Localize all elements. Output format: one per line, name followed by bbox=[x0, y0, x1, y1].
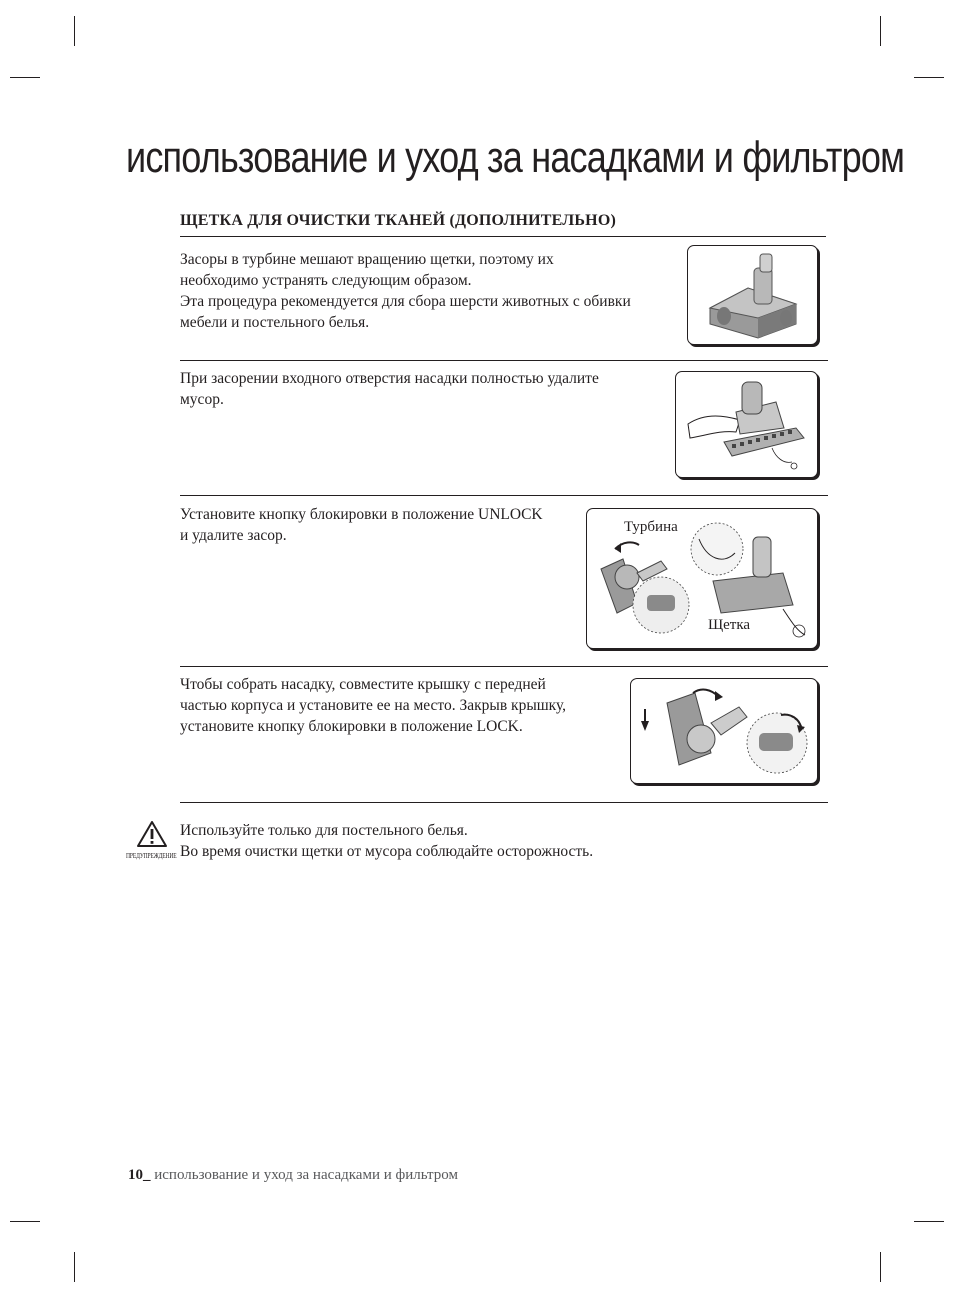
text-line: Используйте только для постельного белья. bbox=[180, 822, 468, 839]
step-3-text bbox=[180, 504, 543, 546]
text-line: частью корпуса и установите ее на место. Закрыв крышку, bbox=[180, 697, 567, 714]
inlet-cleaning-illustration bbox=[675, 371, 818, 478]
text-line: необходимо устранять следующим образом. bbox=[180, 272, 472, 289]
step-1-text bbox=[180, 249, 631, 333]
text-line: мебели и постельного белья. bbox=[180, 314, 370, 331]
crop-mark bbox=[74, 1252, 75, 1282]
page-number: 10_ bbox=[128, 1167, 151, 1183]
page-footer bbox=[128, 1165, 458, 1185]
warning-block bbox=[120, 820, 828, 866]
crop-mark bbox=[914, 77, 944, 78]
separator bbox=[180, 495, 828, 496]
unlock-illustration bbox=[586, 508, 818, 649]
text-line: Установите кнопку блокировки в положение UNLOCK bbox=[180, 506, 543, 523]
crop-mark bbox=[880, 16, 881, 46]
lock-brush-icon bbox=[631, 679, 817, 783]
footer-text: использование и уход за насадками и фильтром bbox=[154, 1167, 458, 1183]
warning-text bbox=[180, 820, 593, 862]
page-title: использование и уход за насадками и фильтром bbox=[126, 133, 905, 182]
text-line: установите кнопку блокировки в положение LOCK. bbox=[180, 718, 523, 735]
text-line: и удалите засор. bbox=[180, 527, 287, 544]
crop-mark bbox=[880, 1252, 881, 1282]
step-2-text bbox=[180, 368, 599, 410]
crop-mark bbox=[914, 1221, 944, 1222]
separator bbox=[180, 666, 828, 667]
warning-triangle-icon bbox=[136, 820, 168, 848]
section-heading-text: ЩЕТКА ДЛЯ ОЧИСТКИ ТКАНЕЙ (ДОПОЛНИТЕЛЬНО) bbox=[180, 212, 616, 229]
text-line: Эта процедура рекомендуется для сбора шерсти животных с обивки bbox=[180, 293, 631, 310]
turbo-brush-illustration bbox=[687, 245, 818, 345]
warning-label: ПРЕДУПРЕЖДЕНИЕ bbox=[126, 852, 177, 860]
separator bbox=[180, 360, 828, 361]
text-line: Засоры в турбине мешают вращению щетки, поэтому их bbox=[180, 251, 554, 268]
text-line: мусор. bbox=[180, 391, 224, 408]
section-heading bbox=[180, 208, 826, 237]
text-line: Во время очистки щетки от мусора соблюдайте осторожность. bbox=[180, 843, 594, 860]
text-line: Чтобы собрать насадку, совместите крышку с передней bbox=[180, 676, 546, 693]
text-line: При засорении входного отверстия насадки полностью удалите bbox=[180, 370, 599, 387]
hand-removing-debris-icon bbox=[676, 372, 817, 477]
crop-mark bbox=[10, 1221, 40, 1222]
crop-mark bbox=[74, 16, 75, 46]
crop-mark bbox=[10, 77, 40, 78]
brush-label: Щетка bbox=[708, 617, 751, 633]
turbine-label: Турбина bbox=[624, 519, 678, 535]
separator bbox=[180, 802, 828, 803]
turbo-brush-icon bbox=[688, 246, 817, 344]
lock-illustration bbox=[630, 678, 818, 784]
unlock-brush-icon bbox=[587, 509, 817, 648]
step-4-text bbox=[180, 674, 566, 737]
